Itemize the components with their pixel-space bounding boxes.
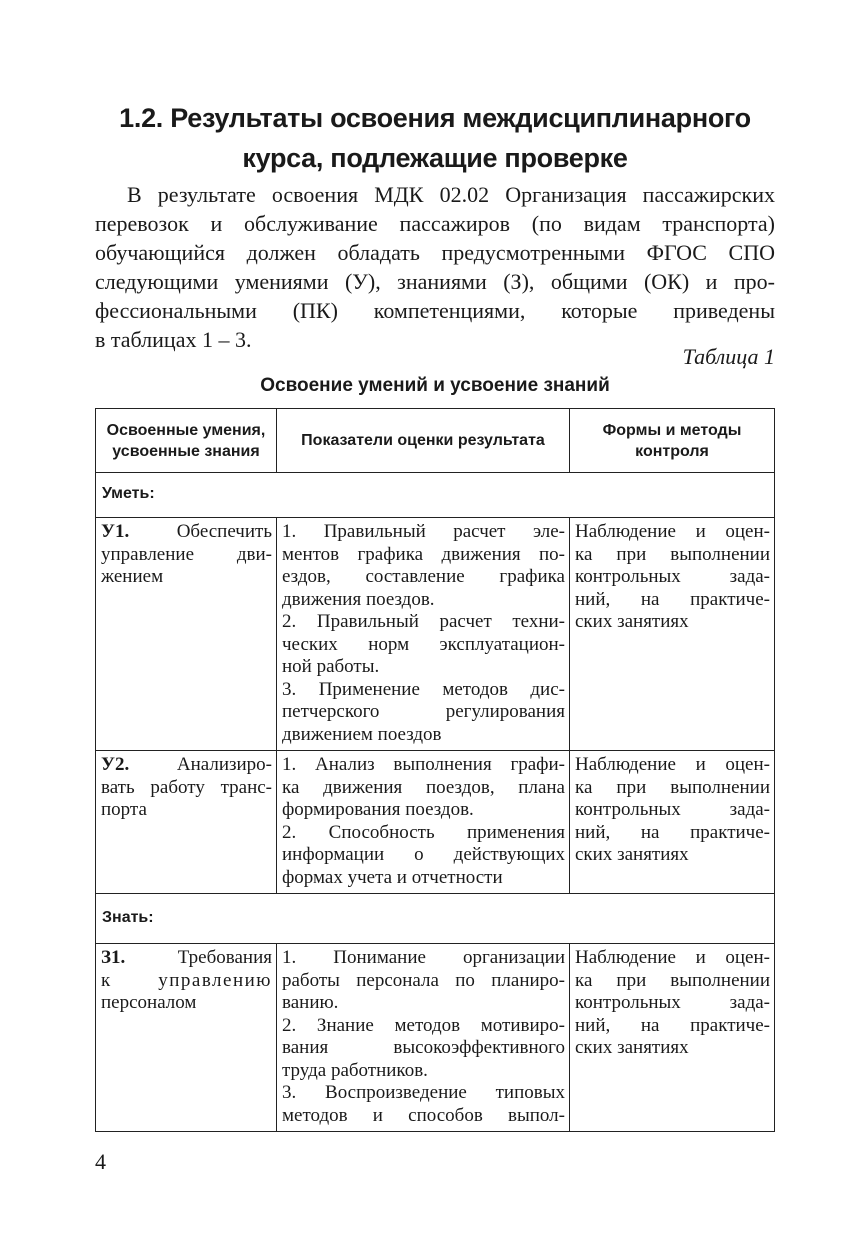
cell-line: ских занятиях	[575, 611, 689, 632]
control-cell	[570, 751, 775, 894]
indicator-cell	[277, 944, 570, 1132]
cell-line: 2. Правильный расчет техни-	[282, 611, 565, 632]
cell-line: жением	[101, 566, 164, 587]
cell-line: У1. Обеспечить	[101, 521, 272, 542]
page-number: 4	[95, 1149, 106, 1174]
cell-line: информации о действующих	[282, 844, 565, 865]
cell-line: труда работников.	[282, 1059, 428, 1081]
cell-line: работы персонала по планиро-	[282, 969, 565, 991]
indicator-cell	[277, 518, 570, 751]
cell-line: 3. Применение методов дис-	[282, 678, 565, 700]
cell-line: ка при выполнении	[575, 969, 770, 991]
cell-line: Наблюдение и оцен-	[575, 521, 770, 542]
column-header: Формы и методы контроля	[570, 409, 775, 473]
cell-line: управление дви-	[101, 543, 272, 565]
cell-line: ка при выполнении	[575, 776, 770, 798]
cell-line: ний, на практиче-	[575, 1014, 770, 1036]
cell-line: ка движения поездов, плана	[282, 776, 565, 798]
cell-line: к управлению	[101, 969, 272, 991]
cell-line: 1. Анализ выполнения графи-	[282, 754, 565, 775]
column-header: Освоенные умения, усвоенные знания	[96, 409, 277, 473]
cell-line: ний, на практиче-	[575, 821, 770, 843]
cell-line: Наблюдение и оцен-	[575, 947, 770, 968]
cell-line: вать работу транс-	[101, 776, 272, 798]
cell-line: персоналом	[101, 992, 197, 1013]
cell-line: ка при выполнении	[575, 543, 770, 565]
table-header-row	[96, 409, 775, 473]
cell-line: ских занятиях	[575, 844, 689, 865]
section-label: Знать:	[96, 894, 775, 944]
cell-line: порта	[101, 799, 147, 820]
table-row	[96, 944, 775, 1132]
cell-line: контрольных зада-	[575, 566, 770, 587]
intro-line: фессиональными (ПК) компетенциями, которые приведены	[95, 298, 775, 323]
column-header: Показатели оценки результата	[277, 409, 570, 473]
intro-line: в таблицах 1 – 3.	[95, 327, 252, 352]
skill-cell	[96, 751, 277, 894]
section-row	[96, 894, 775, 944]
cell-line: формирования поездов.	[282, 799, 474, 820]
intro-paragraph	[95, 180, 775, 354]
table-row	[96, 751, 775, 894]
cell-line: 3. Воспроизведение типовых	[282, 1082, 565, 1103]
table-row	[96, 518, 775, 751]
intro-line: перевозок и обслуживание пассажиров (по видам транспорта)	[95, 211, 775, 236]
section-row	[96, 473, 775, 518]
cell-line: движением поездов	[282, 723, 442, 745]
table-number: Таблица 1	[682, 344, 775, 369]
cell-line: 1. Понимание организации	[282, 947, 565, 968]
control-cell	[570, 518, 775, 751]
cell-line: ских занятиях	[575, 1037, 689, 1058]
intro-line: следующими умениями (У), знаниями (З), общими (ОК) и про-	[95, 269, 775, 294]
cell-line: 2. Способность применения	[282, 821, 565, 843]
cell-line: ментов графика движения по-	[282, 543, 565, 565]
table-caption: Освоение умений и усвоение знаний	[260, 375, 610, 396]
results-table	[95, 408, 775, 1132]
cell-line: ческих норм эксплуатацион-	[282, 633, 565, 655]
skill-cell	[96, 518, 277, 751]
cell-line: движения поездов.	[282, 588, 435, 610]
cell-line: формах учета и отчетности	[282, 866, 503, 888]
knowledge-cell	[96, 944, 277, 1132]
control-cell	[570, 944, 775, 1132]
cell-line: вания высокоэффективного	[282, 1037, 565, 1058]
indicator-cell	[277, 751, 570, 894]
section-title-line: 1.2. Результаты освоения междисциплинарного	[119, 103, 751, 133]
intro-line: обучающийся должен обладать предусмотренными ФГОС СПО	[95, 240, 775, 265]
cell-line: Наблюдение и оцен-	[575, 754, 770, 775]
item-code: У2.	[101, 754, 130, 775]
section-title-line: курса, подлежащие проверке	[242, 143, 628, 173]
section-title	[95, 98, 775, 178]
cell-line: 1. Правильный расчет эле-	[282, 521, 565, 542]
cell-line: З1. Требования	[101, 947, 272, 968]
cell-line: ний, на практиче-	[575, 588, 770, 610]
cell-line: ванию.	[282, 992, 339, 1013]
cell-line: У2. Анализиро-	[101, 754, 272, 775]
cell-line: контрольных зада-	[575, 992, 770, 1013]
cell-line: петчерского регулирования	[282, 701, 565, 722]
cell-line: ездов, составление графика	[282, 566, 565, 587]
cell-line: ной работы.	[282, 656, 380, 677]
item-code: У1.	[101, 521, 130, 542]
item-code: З1.	[101, 947, 126, 968]
cell-line: методов и способов выпол-	[282, 1104, 565, 1126]
section-label: Уметь:	[96, 473, 775, 518]
intro-line: В результате освоения МДК 02.02 Организация пассажирских	[127, 182, 775, 207]
cell-line: контрольных зада-	[575, 799, 770, 820]
cell-line: 2. Знание методов мотивиро-	[282, 1014, 565, 1036]
